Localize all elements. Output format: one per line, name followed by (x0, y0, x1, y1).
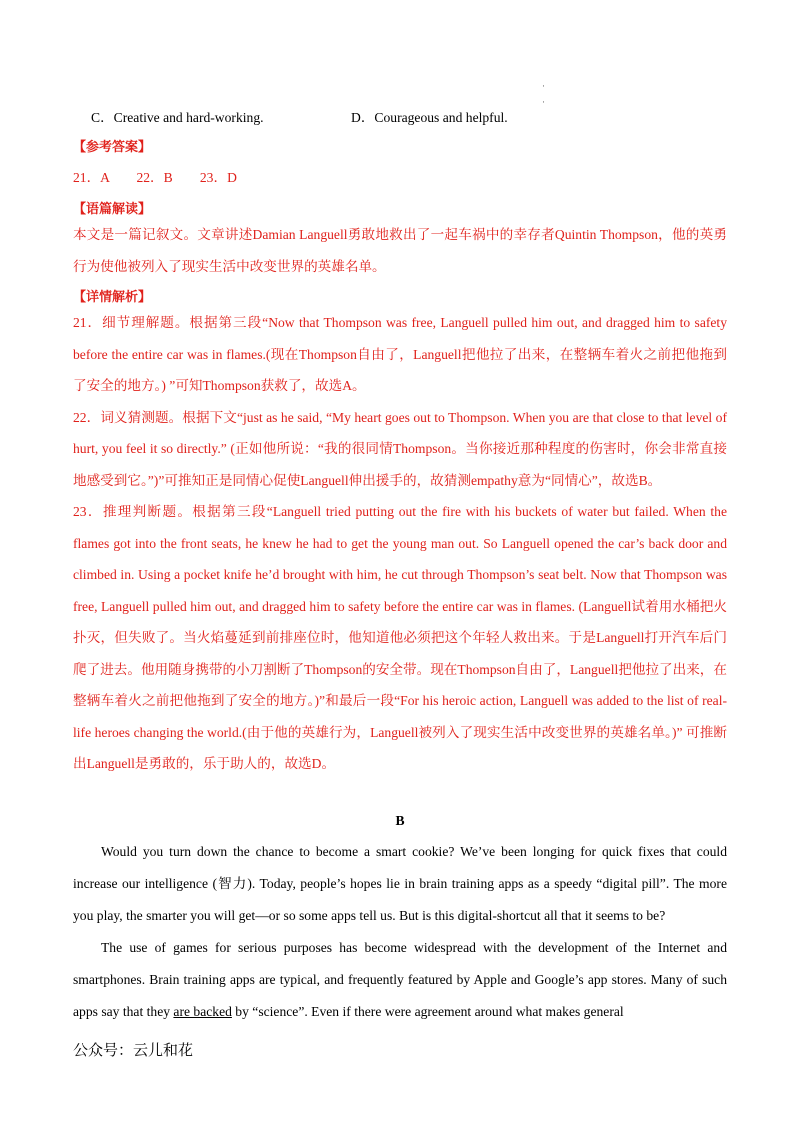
underlined-phrase: are backed (173, 1004, 232, 1019)
footer-account: 公众号：云儿和花 (73, 1041, 194, 1059)
detail-22: 22．词义猜测题。根据下文“just as he said, “My heart goes out to Thompson. When you are that close to that level of hurt, you feel it so directly.” (正如他所说：“我的很同情Thompson。当你接近那种程度的伤害时，你会非常直接地感受到它。”)”可推知正是同情心促使Languell伸出援手的，故猜测empathy意为“同情心”，故选B。 (73, 409, 727, 488)
section-b-title: B (395, 813, 405, 828)
option-c: C．Creative and hard-working. (91, 110, 264, 125)
option-d: D．Courageous and helpful. (351, 110, 508, 125)
decorative-dots: · · (542, 81, 545, 107)
heading-detail: 【详情解析】 (73, 290, 152, 305)
answer-key: 21．A 22．B 23．D (73, 170, 237, 185)
article-p2-start: The use of games for serious purposes has become widespread with the development of the Internet and smartphones. Brain training apps are typical, and frequently featured by Apple and Google’s app stores. Many of such apps say that they (73, 940, 727, 1019)
detail-23: 23．推理判断题。根据第三段“Languell tried putting out the fire with his buckets of water but failed. When the flames got into the front seats, he knew he had to get the young man out. So Languell opened the car’s back door and climbed in. Using a pocket knife he’d brought with him, he cut through Thompson’s seat belt. Now that Thompson was free, Languell pulled him out, and dragged him to safety before the entire car was in flames. (Languell试着用水桶把火扑灭，但失败了。当火焰蔓延到前排座位时，他知道他必须把这个年轻人救出来。于是Languell打开汽车后门爬了进去。他用随身携带的小刀割断了Thompson的安全带。现在Thompson自由了，Languell把他拉了出来，在整辆车着火之前把他拖到了安全的地方。)”和最后一段“For his heroic action, Languell was added to the list of real-life heroes changing the world.(由于他的英雄行为，Languell被列入了现实生活中改变世界的英雄名单。)” 可推断出Languell是勇敢的，乐于助人的，故选D。 (73, 504, 727, 771)
article-p2-end: by “science”. Even if there were agreement around what makes general (231, 1004, 624, 1019)
heading-passage: 【语篇解读】 (73, 202, 152, 217)
article-paragraph-2 (73, 932, 727, 1028)
detail-21: 21．细节理解题。根据第三段“Now that Thompson was free, Languell pulled him out, and dragged him to safety before the entire car was in flames.(现在Thompson自由了，Languell把他拉了出来，在整辆车着火之前把他拖到了安全的地方。) ”可知Thompson获救了，故选A。 (73, 315, 727, 393)
heading-answer: 【参考答案】 (73, 140, 152, 155)
answer-options (91, 106, 741, 126)
detail-explanations (73, 307, 727, 780)
passage-summary (73, 219, 727, 282)
passage-summary-text: 本文是一篇记叙文。文章讲述Damian Languell勇敢地救出了一起车祸中的幸存者Quintin Thompson，他的英勇行为使他被列入了现实生活中改变世界的英雄名单。 (73, 227, 727, 274)
article-paragraph-1: Would you turn down the chance to become a smart cookie? We’ve been longing for quick fixes that could increase our intelligence (智力). Today, people’s hopes lie in brain training apps as a speedy “digital pill”. The more you play, the smarter you will get—or so some apps tell us. But is this digital-shortcut all that it seems to be? (73, 844, 727, 923)
article-b (73, 836, 727, 1028)
